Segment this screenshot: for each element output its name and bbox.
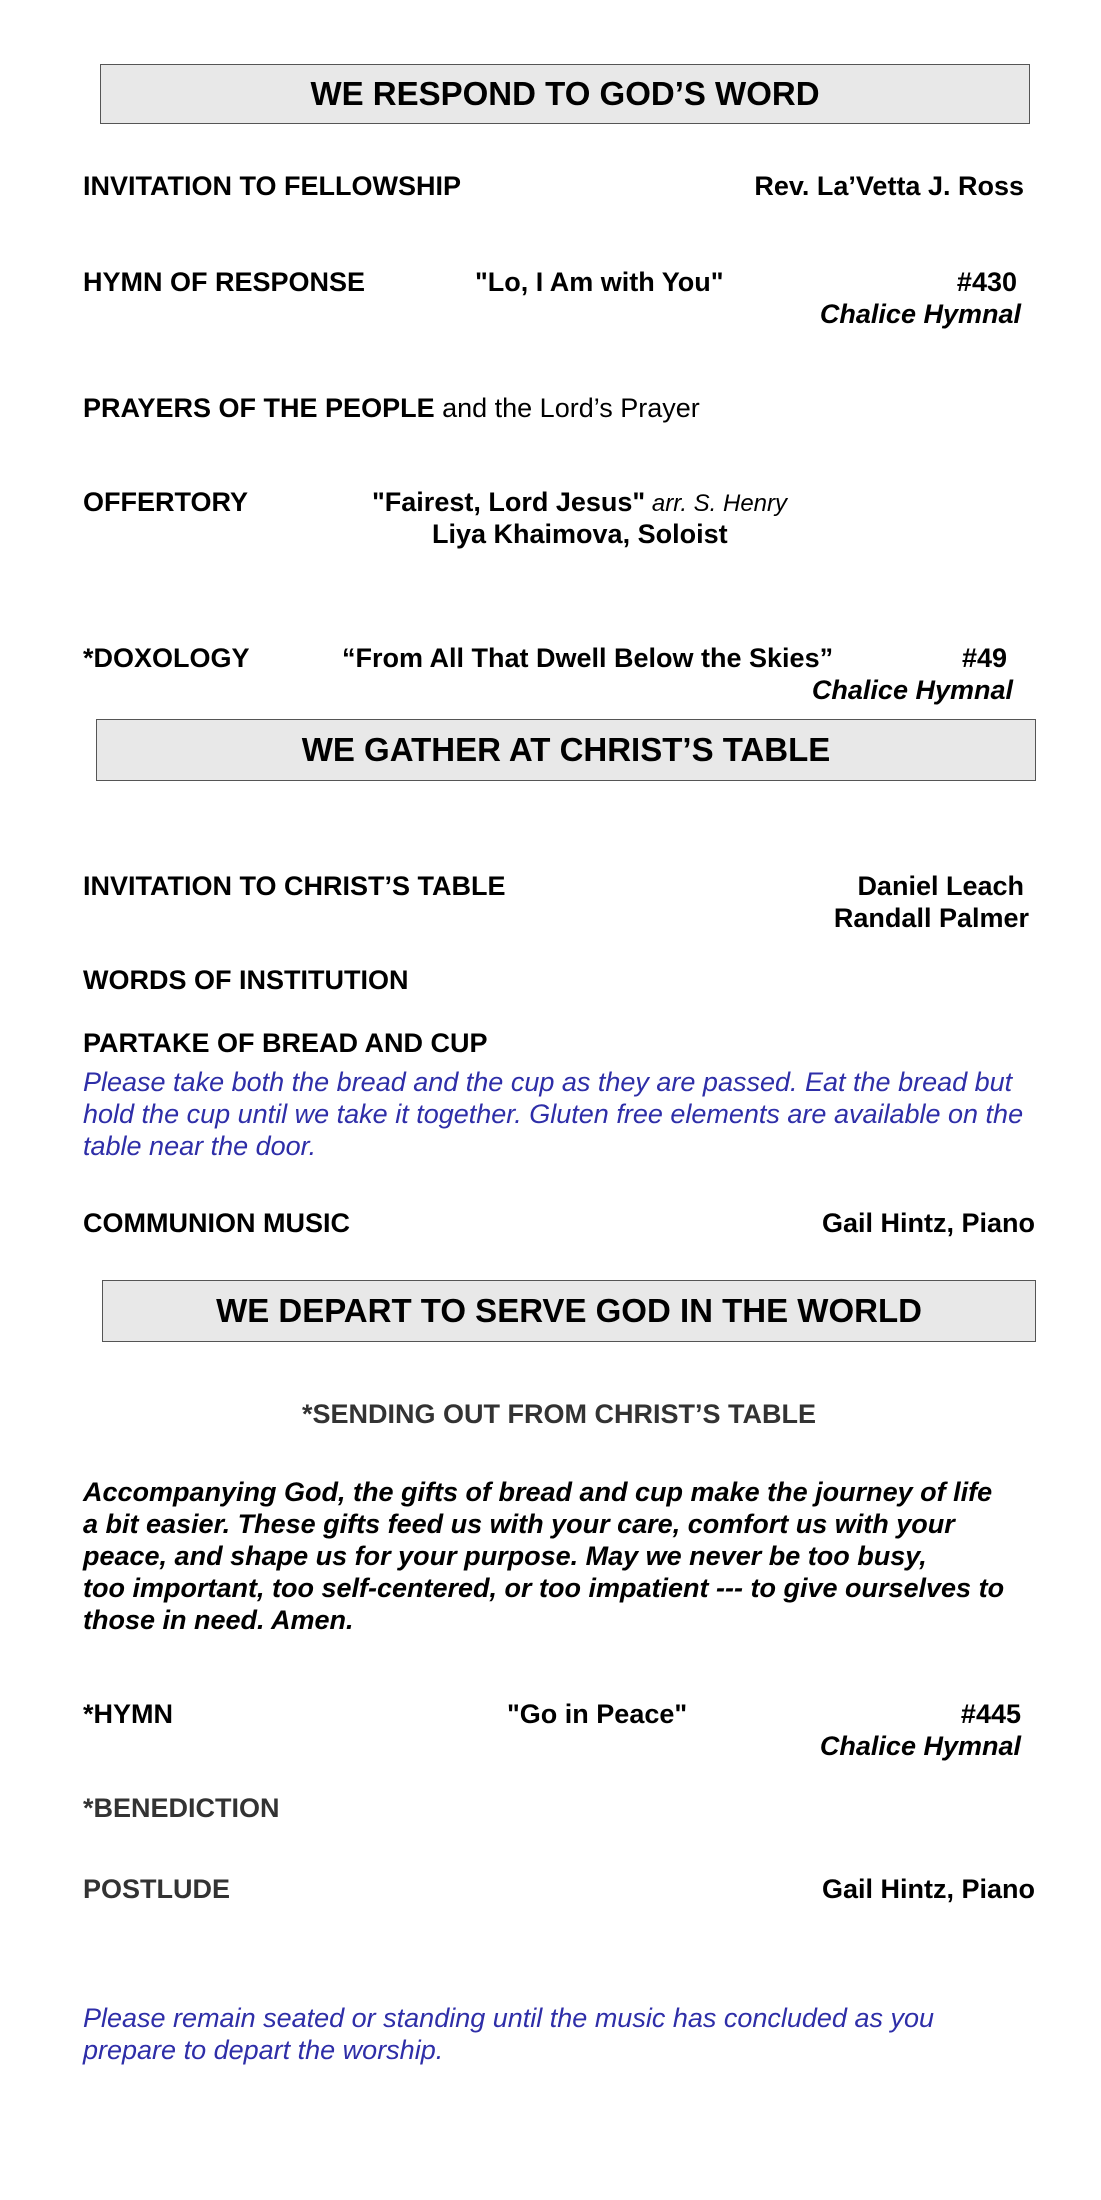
benediction-label: *BENEDICTION <box>83 1793 280 1823</box>
prayers-suffix: and the Lord’s Prayer <box>434 393 700 423</box>
communion-performer: Gail Hintz, Piano <box>821 1208 1035 1238</box>
hymn-response-title: "Lo, I Am with You" <box>475 267 724 297</box>
section-banner-depart <box>102 1280 1036 1342</box>
closing-hymn-number: #445 <box>960 1699 1021 1729</box>
doxology-title: “From All That Dwell Below the Skies” <box>342 643 834 673</box>
closing-instructions: Please remain seated or standing until the music has concluded as you prepare to depart the worship. <box>83 2003 935 2065</box>
hymn-response-label: HYMN OF RESPONSE <box>83 267 366 297</box>
section-banner-respond <box>100 64 1030 124</box>
doxology-book: Chalice Hymnal <box>811 675 1013 705</box>
partake-instructions: Please take both the bread and the cup as they are passed. Eat the bread but hold the cup until we take it together. Gluten free elements are available on the table near the door. <box>83 1067 1024 1161</box>
sending-prayer-line: those in need. Amen. <box>83 1605 354 1635</box>
section-title-respond: WE RESPOND TO GOD’S WORD <box>310 75 820 112</box>
hymn-response-book: Chalice Hymnal <box>819 299 1021 329</box>
section-title-gather: WE GATHER AT CHRIST’S TABLE <box>301 731 831 768</box>
postlude-performer: Gail Hintz, Piano <box>821 1874 1035 1904</box>
offertory-title-line <box>372 486 787 520</box>
sending-prayer-line: a bit easier. These gifts feed us with your care, comfort us with your <box>83 1509 955 1539</box>
sending-prayer-line: peace, and shape us for your purpose. May we never be too busy, <box>83 1541 927 1571</box>
sending-prayer-line: too important, too self-centered, or too impatient --- to give ourselves to <box>83 1573 1005 1603</box>
fellowship-leader: Rev. La’Vetta J. Ross <box>754 171 1024 201</box>
communion-label: COMMUNION MUSIC <box>83 1208 350 1238</box>
invitation-table-label: INVITATION TO CHRIST’S TABLE <box>83 871 506 901</box>
institution-label: WORDS OF INSTITUTION <box>83 965 409 995</box>
sending-out-heading: *SENDING OUT FROM CHRIST’S TABLE <box>301 1399 816 1429</box>
fellowship-label: INVITATION TO FELLOWSHIP <box>83 171 461 201</box>
offertory-label: OFFERTORY <box>83 487 249 517</box>
prayers-label: PRAYERS OF THE PEOPLE <box>83 393 435 423</box>
closing-hymn-book: Chalice Hymnal <box>819 1731 1021 1761</box>
section-title-depart: WE DEPART TO SERVE GOD IN THE WORLD <box>216 1292 922 1329</box>
offertory-title: "Fairest, Lord Jesus" <box>372 487 646 517</box>
partake-label: PARTAKE OF BREAD AND CUP <box>83 1028 488 1058</box>
closing-hymn-title: "Go in Peace" <box>507 1699 688 1729</box>
section-banner-gather <box>96 719 1036 781</box>
offertory-performer: Liya Khaimova, Soloist <box>432 519 728 549</box>
sending-prayer-line: Accompanying God, the gifts of bread and cup make the journey of life <box>83 1477 993 1507</box>
prayers-line <box>83 392 700 424</box>
invitation-table-leader-2: Randall Palmer <box>833 903 1029 933</box>
hymn-response-number: #430 <box>956 267 1017 297</box>
invitation-table-leader-1: Daniel Leach <box>857 871 1024 901</box>
doxology-number: #49 <box>961 643 1007 673</box>
postlude-label: POSTLUDE <box>83 1874 231 1904</box>
doxology-label: *DOXOLOGY <box>83 643 250 673</box>
offertory-arranger: arr. S. Henry <box>645 490 788 517</box>
closing-hymn-label: *HYMN <box>83 1699 174 1729</box>
